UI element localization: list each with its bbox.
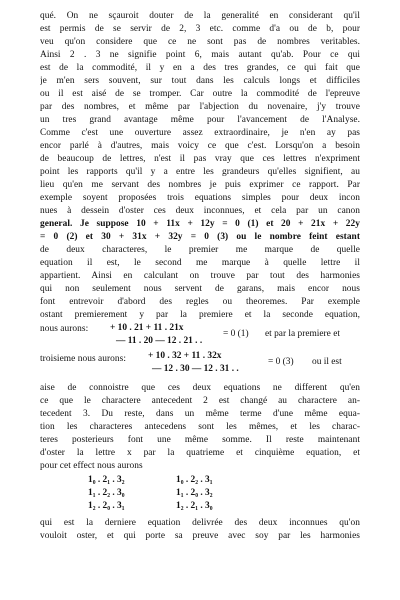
text-line: tecedent 3. Du reste, dans un même terme d'une même equa- — [40, 409, 360, 419]
text-line: aise de connoistre que ces deux equations ne different qu'en — [40, 383, 360, 393]
text-line: par des nombres, et même par l'abjection du novenaire, j'y trouve — [40, 102, 360, 112]
text-line: ce que le charactere antecedent 2 est changé au charactere an- — [40, 396, 360, 406]
equation-line: general. Je suppose 10 + 11x + 12y = 0 (1) et 20 + 21x + 22y — [40, 219, 360, 229]
term-cell: 1₀ . 2₂ . 3₁ — [176, 475, 213, 485]
text-line: est de la commodité, il y en a des tres grandes, ce qui fait que — [40, 63, 360, 73]
text-line: tion les characteres antecedens sont les mêmes, et les charac- — [40, 422, 360, 432]
text-line: point les rapports qu'il y a entre les grandeurs qu'elles signifient, au — [40, 167, 360, 177]
term-cell: 1₀ . 2₁ . 3₂ — [88, 475, 125, 485]
text-line: pour cet effect nous aurons — [40, 461, 143, 471]
text-line: nous aurons: — [40, 324, 89, 334]
equation-2-row2: — 12 . 30 — 12 . 31 . . — [152, 364, 239, 374]
text-line: veu qu'on considere que ce ne sont pas de nombres veritables. — [40, 37, 360, 47]
text-line: ou il est aisé de se tromper. Car outre la commodité de l'epreuve — [40, 89, 360, 99]
text-line: encor parlé à d'autres, mais voicy ce que c'est. Lorsqu'on a besoin — [40, 141, 360, 151]
text-line: qui non seulement nous servent de garans, mais encor nous — [40, 284, 360, 294]
equation-1-row1: + 10 . 21 + 11 . 21x — [110, 323, 184, 333]
equation-line: = 0 (2) et 30 + 31x + 32y = 0 (3) ou le nombre feint estant — [40, 232, 360, 242]
term-grid-row — [88, 487, 213, 499]
text-line: de deux characteres, le premier me marque de quelle — [40, 245, 360, 255]
text-line: vouloit oster, et qui porte sa preuve avec soy par les harmonies — [40, 531, 360, 541]
text-line: font entrevoir d'abord des regles ou theoremes. Par exemple — [40, 297, 360, 307]
text-line: de beaucoup de lettres, n'est il pas vray que ces lettres n'expriment — [40, 154, 360, 164]
text-line: Comme c'est une ouverture assez extraordinaire, je n'en ay pas — [40, 128, 360, 138]
text-line: exemple soyent proposées trois equations simples pour deux incon — [40, 193, 360, 203]
text-line: appartient. Ainsi en calculant on trouve par tout des harmonies — [40, 271, 360, 281]
text-line: nues à dessein d'oster ces deux inconnues, et cela par un canon — [40, 206, 360, 216]
text-line: ostant premierement y par la premiere et la seconde equation, — [40, 310, 360, 320]
equation-1-tail: et par la premiere et — [265, 329, 340, 339]
term-cell: 1₁ . 2₂ . 3₀ — [88, 488, 125, 498]
text-line: teres posterieurs font une même somme. Il reste maintenant — [40, 435, 360, 445]
equation-2-tail: ou il est — [312, 357, 342, 367]
document-page — [40, 10, 360, 590]
text-line: d'oster la lettre x par la quatrieme et cinquième equation, et — [40, 448, 360, 458]
text-line: qué. On ne sçauroit douter de la generalité en considerant qu'il — [40, 11, 360, 21]
term-grid-row — [88, 500, 213, 512]
equation-1-row2: — 11 . 20 — 12 . 21 . . — [116, 336, 203, 346]
text-line: troisieme nous aurons: — [40, 354, 126, 364]
text-line: je m'en sers souvent, sur tout dans les calculs longs et difficiles — [40, 76, 360, 86]
text-line: est permis de se servir de 2, 3 etc. comme d'a ou de b, pour — [40, 24, 360, 34]
equation-2-row1: + 10 . 32 + 11 . 32x — [148, 351, 222, 361]
text-line: Ainsi 2 . 3 ne signifie point 6, mais autant qu'ab. Pour ce qui — [40, 50, 360, 60]
term-grid-row — [88, 474, 213, 486]
text-line: un tres grand avantage même pour l'avancement de l'Analyse. — [40, 115, 360, 125]
term-cell: 1₂ . 2₀ . 3₁ — [88, 501, 125, 511]
text-line: qui est la derniere equation delivrée des deux inconnues qu'on — [40, 518, 360, 528]
text-line: lieu qu'en me servant des nombres je puis exprimer ce rapport. Par — [40, 180, 360, 190]
term-cell: 1₂ . 2₁ . 3₀ — [176, 501, 213, 511]
equation-2-result: = 0 (3) — [268, 357, 294, 367]
equation-1-result: = 0 (1) — [223, 329, 249, 339]
text-line: equation il est, le second me marque à quelle lettre il — [40, 258, 360, 268]
term-cell: 1₁ . 2₀ . 3₂ — [176, 488, 213, 498]
